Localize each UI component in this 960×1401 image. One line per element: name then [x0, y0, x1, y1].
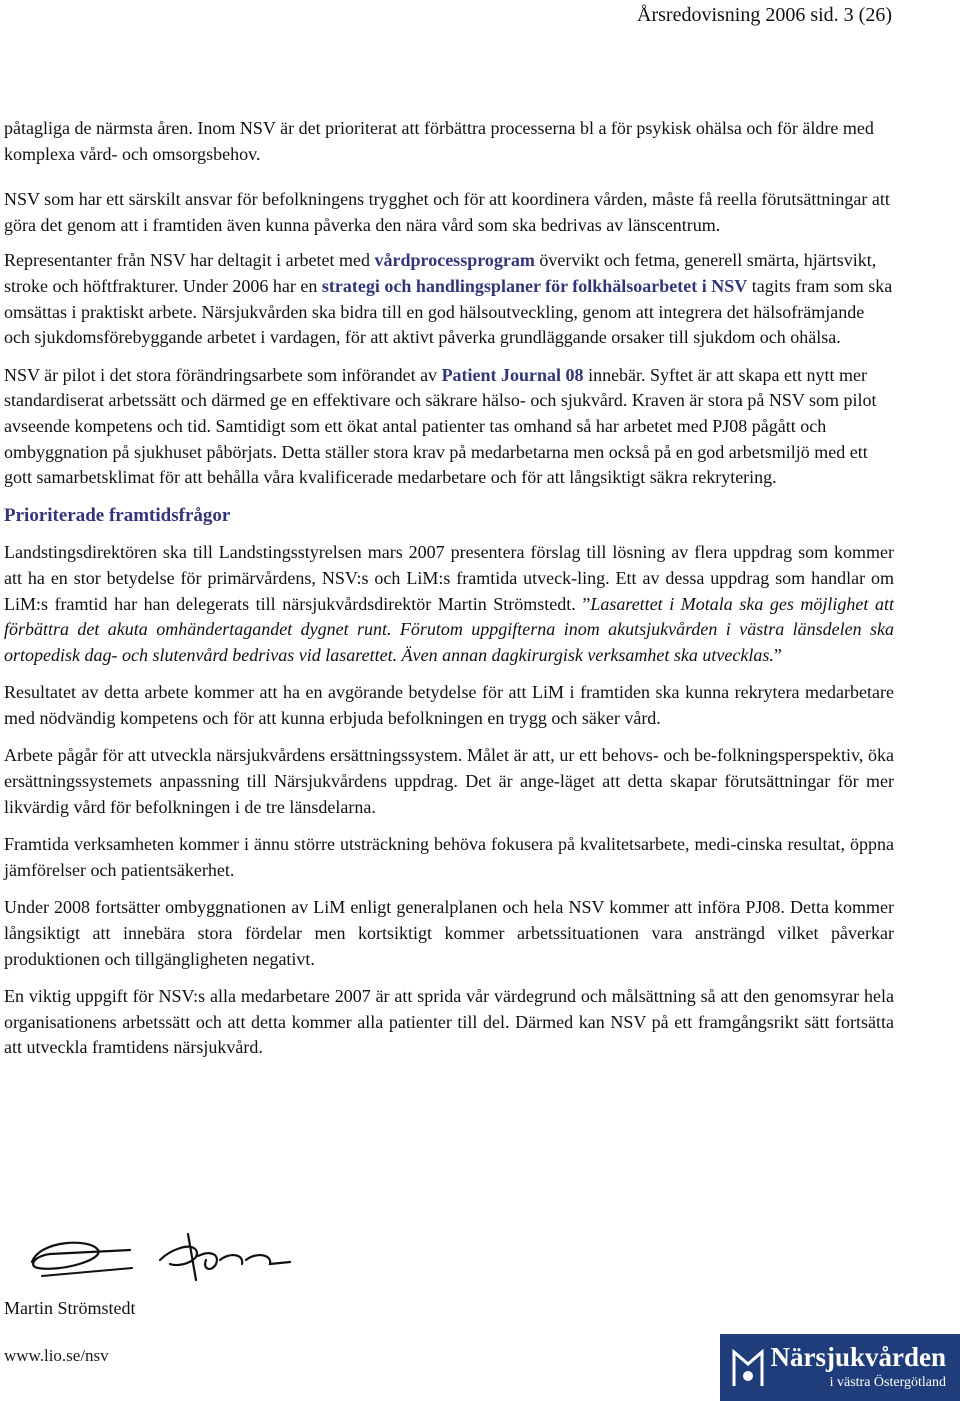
narsjukvarden-logo-icon — [730, 1346, 766, 1390]
paragraph-10: En viktig uppgift för NSV:s alla medarbetare 2007 är att sprida vår värdegrund och målsättning så att den genomsyrar hela organisationens arbetssätt och att detta kommer alla patienter till del. Därmed kan NSV på ett framgångsrikt sätt fortsätta att utveckla framtidens närsjukvård. — [4, 986, 894, 1058]
document-body — [4, 116, 894, 1061]
paragraph-8: Framtida verksamheten kommer i ännu större utsträckning behöva fokusera på kvalitetsarbete, medi-cinska resultat, öppna jämförelser och patientsäkerhet. — [4, 834, 894, 880]
paragraph-4 — [4, 363, 894, 491]
logo-name: Närsjukvården — [770, 1342, 946, 1372]
p5-text-c: ” — [773, 644, 782, 665]
paragraph-7: Arbete pågår för att utveckla närsjukvårdens ersättningssystem. Målet är att, ur ett behovs- och be-folkningsperspektiv, öka ersättningssystemets anpassning till Närsjukvårdens uppdrag. Det är ange-läget att detta skapar förutsättningar för mer likvärdig vård för befolkningen i de tre länsdelarna. — [4, 745, 894, 817]
p3-text-a: Representanter från NSV har deltagit i arbetet med — [4, 250, 375, 271]
paragraph-9: Under 2008 fortsätter ombyggnationen av LiM enligt generalplanen och hela NSV kommer att införa PJ08. Detta kommer långsiktigt att innebära stora fördelar men kortsiktigt kommer arbetssituationen vara ansträngd vilket påverkar produktionen och tillgängligheten negativt. — [4, 897, 894, 969]
p3-text-e: tagits fram som ska omsättas i praktiskt arbete. Närsjukvården ska bidra till en god hälsoutveckling, genom att integrera det hälsofrämjande och sjukdomsförebyggande arbetet i vardagen, för att aktivt påverka grundläggande orsaker till sjukdom och ohälsa. — [4, 275, 893, 348]
p5-text-a: Landstingsdirektören ska till Landstingsstyrelsen mars 2007 presentera förslag till lösning av flera uppdrag som kommer att ha en stor betydelse för primärvårdens, NSV:s och LiM:s framtida utveck-ling. Ett av dessa uppdrag som handlar om LiM:s framtid har han delegerats till närsjukvårdsdirektör Martin Strömstedt. ” — [4, 542, 894, 614]
paragraph-2: NSV som har ett särskilt ansvar för befolkningens trygghet och för att koordinera vården, måste få reella förutsättningar att göra det genom att i framtiden även kunna påverka den nära vård som ska bedrivas av länscentrum. — [4, 189, 890, 235]
p3-text-c: övervikt och fetma, generell smärta, hjärtsvikt, stroke och höftfrakturer. Under 2006 har en — [4, 250, 877, 296]
p3-highlight-strategi: strategi och handlingsplaner för folkhälsoarbetet i NSV — [321, 275, 748, 296]
signature-name: Martin Strömstedt — [4, 1298, 136, 1318]
p3-highlight-vardprocessprogram: vårdprocessprogram — [374, 250, 535, 271]
paragraph-5 — [4, 540, 894, 668]
p4-text-c: innebär. Syftet är att skapa ett nytt mer standardiserat arbetssätt och därmed ge en effektivare och säkrare hälso- och sjukvård. Kraven är stora på NSV som pilot avseende kompetens och tid. Samtidigt som ett ökat antal patienter tas omhand så har arbetet med PJ08 pågått och ombyggnation på sjukhuset påbörjats. Detta ställer stora krav på medarbetarna men också på en god arbetsmiljö med ett gott samarbetsklimat för att behålla våra kvalificerade medarbetare och för att långsiktigt säkra rekrytering. — [4, 364, 877, 488]
section-heading: Prioriterade framtidsfrågor — [4, 504, 231, 526]
page-footer — [0, 1334, 960, 1401]
handwritten-signature — [20, 1220, 300, 1295]
page-header: Årsredovisning 2006 sid. 3 (26) — [637, 4, 892, 26]
p4-highlight-pj08: Patient Journal 08 — [441, 364, 584, 385]
logo-banner — [720, 1334, 960, 1401]
paragraph-6: Resultatet av detta arbete kommer att ha en avgörande betydelse för att LiM i framtiden ska kunna rekrytera medarbetare med nödvändig kompetens och för att kunna erbjuda befolkningen en trygg och säker vård. — [4, 682, 894, 728]
p5-quote: Lasarettet i Motala ska ges möjlighet att förbättra det akuta omhändertagandet dygnet runt. Förutom uppgifterna inom akutsjukvården i västra länsdelen ska ortopedisk dag- och slutenvård bedrivas vid lasarettet. Även annan dagkirurgisk verksamhet ska utvecklas. — [4, 593, 894, 665]
footer-url-link[interactable]: www.lio.se/nsv — [4, 1346, 109, 1365]
paragraph-3 — [4, 248, 894, 350]
p4-text-a: NSV är pilot i det stora förändringsarbete som införandet av — [4, 364, 442, 385]
paragraph-1: påtagliga de närmsta åren. Inom NSV är det prioriterat att förbättra processerna bl a för psykisk ohälsa och för äldre med komplexa vård- och omsorgsbehov. — [4, 118, 874, 164]
logo-subtitle: i västra Östergötland — [829, 1375, 946, 1390]
